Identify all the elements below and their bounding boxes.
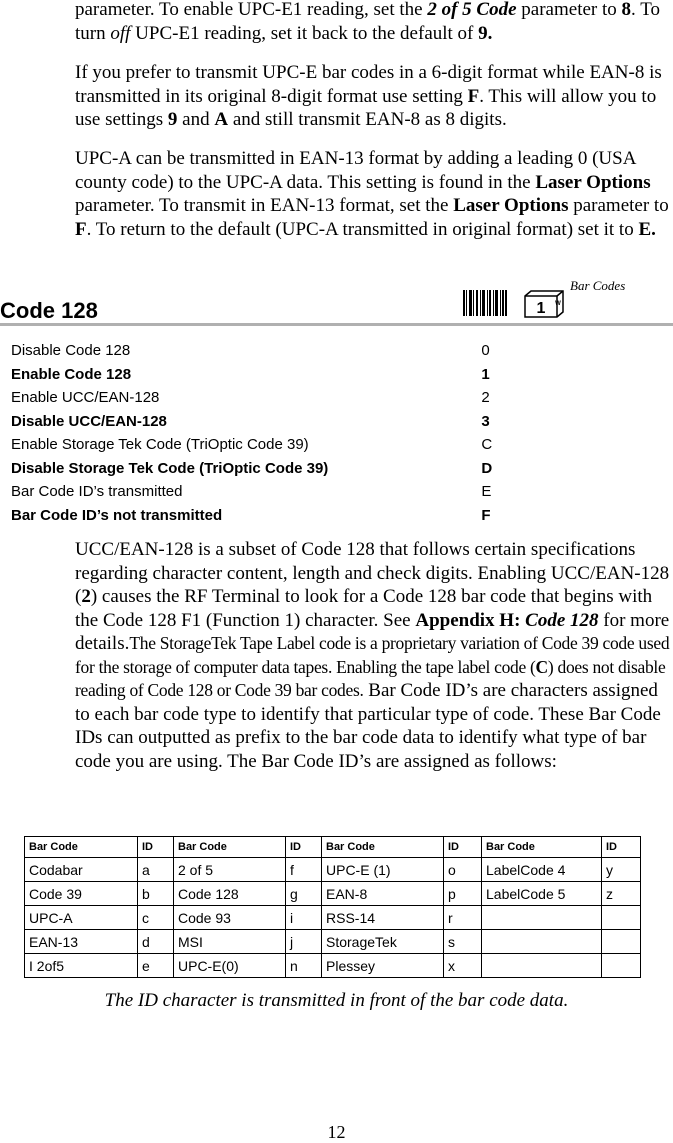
table-row: [25, 930, 641, 954]
table-cell: o: [444, 858, 482, 882]
text-run: The StorageTek Tape Label code is a proprietary variation of Code 39 code used for the storage of computer data tapes. Enabling the tape label code (: [75, 633, 670, 677]
text-run: parameter. To enable UPC-E1 reading, set the: [75, 0, 428, 20]
table-cell: e: [138, 954, 174, 978]
text-run: 9.: [478, 22, 493, 44]
table-cell: [602, 906, 641, 930]
text-run: A: [214, 109, 229, 130]
text-run: ) causes the RF Terminal to look for a Code 128 bar code that begins with the Code 128 F1 (Function 1) character. See: [75, 586, 653, 631]
setting-label: Disable UCC/EAN-128: [11, 412, 167, 430]
setting-row: [11, 363, 511, 387]
table-cell: Code 128: [174, 882, 286, 906]
table-header-cell: Bar Code: [322, 837, 444, 858]
table-cell: z: [602, 882, 641, 906]
text-run: 8: [621, 0, 632, 20]
table-cell: f: [286, 858, 322, 882]
table-cell: s: [444, 930, 482, 954]
settings-list: [11, 339, 511, 527]
setting-row: [11, 457, 511, 481]
setting-row: [11, 410, 511, 434]
body-paragraph: [75, 538, 673, 773]
text-run: Code 128: [525, 609, 599, 631]
text-run: Appendix H:: [415, 609, 526, 631]
table-cell: EAN-13: [25, 930, 138, 954]
setting-label: Disable Storage Tek Code (TriOptic Code 39): [11, 459, 329, 477]
table-cell: UPC-A: [25, 906, 138, 930]
text-run: 2: [81, 586, 91, 607]
text-run: F: [75, 218, 87, 240]
setting-value: 1: [481, 365, 490, 383]
text-run: UPC-E1 reading, set it back to the default of: [130, 22, 479, 44]
table-cell: j: [286, 930, 322, 954]
setting-label: Enable Code 128: [11, 365, 132, 383]
table-row: [25, 954, 641, 978]
text-run: parameter. To transmit in EAN-13 format, set the: [75, 195, 454, 216]
text-run: off: [110, 22, 131, 44]
intro-paragraph-upc-e-format: [75, 61, 673, 132]
table-cell: Code 39: [25, 882, 138, 906]
text-run: and still transmit EAN-8 as 8 digits.: [228, 109, 507, 130]
table-cell: b: [138, 882, 174, 906]
text-run: . To return to the default (UPC-A transmitted in original format) set it to: [86, 218, 639, 240]
setting-value: E: [481, 483, 492, 501]
table-cell: UPC-E (1): [322, 858, 444, 882]
text-run: F: [467, 85, 480, 107]
setting-value: 3: [481, 412, 490, 430]
setting-label: Enable UCC/EAN-128: [11, 389, 160, 407]
table-cell: [482, 954, 602, 978]
text-run: . To turn: [75, 0, 660, 44]
table-row: [25, 906, 641, 930]
setting-row: [11, 386, 511, 410]
text-run: Laser Options: [453, 195, 569, 216]
text-run: 2 of 5 Code: [427, 0, 517, 20]
table-header-cell: Bar Code: [25, 837, 138, 858]
text-run: Bar Code ID’s are characters assigned to each bar code type to identify that particular type of code. These Bar Code IDs can outputted as prefix to the bar code data to identify what type of bar code you are using. The Bar Code ID’s are assigned as follows:: [75, 680, 661, 772]
setting-row: [11, 504, 511, 528]
text-run: If you prefer to transmit UPC-E bar codes in a 6-digit format while EAN-8 is transmitted in its original 8-digit format use setting: [75, 62, 662, 107]
table-cell: [602, 954, 641, 978]
table-cell: EAN-8: [322, 882, 444, 906]
table-header-cell: Bar Code: [174, 837, 286, 858]
setting-value: 0: [481, 342, 490, 360]
text-run: parameter to: [516, 0, 622, 20]
page-number: 12: [327, 1122, 346, 1142]
table-cell: 2 of 5: [174, 858, 286, 882]
setting-label: Disable Code 128: [11, 342, 131, 360]
setting-value: F: [481, 506, 491, 524]
table-row: [25, 882, 641, 906]
setting-label: Bar Code ID’s transmitted: [11, 483, 183, 501]
table-cell: LabelCode 5: [482, 882, 602, 906]
setting-label: Enable Storage Tek Code (TriOptic Code 39): [11, 436, 309, 454]
section-divider: [0, 323, 673, 326]
barcode-icon: [463, 288, 507, 318]
text-run: . This will allow you to use settings: [75, 85, 657, 130]
table-cell: Code 93: [174, 906, 286, 930]
setting-row: [11, 339, 511, 363]
section-label: Bar Codes: [570, 278, 626, 293]
table-cell: Plessey: [322, 954, 444, 978]
setting-value: D: [481, 459, 493, 477]
section-title: Code 128: [0, 298, 98, 323]
table-cell: i: [286, 906, 322, 930]
table-cell: RSS-14: [322, 906, 444, 930]
table-header-cell: ID: [444, 837, 482, 858]
table-row: [25, 858, 641, 882]
table-header-row: [25, 837, 641, 858]
table-cell: y: [602, 858, 641, 882]
table-cell: StorageTek: [322, 930, 444, 954]
text-run: ) does not disable reading of Code 128 or Code 39 bar codes.: [75, 656, 666, 700]
table-header-cell: ID: [602, 837, 641, 858]
table-cell: [482, 930, 602, 954]
table-caption: The ID character is transmitted in front of the bar code data.: [104, 990, 569, 1011]
table-cell: Codabar: [25, 858, 138, 882]
text-run: 9: [167, 109, 178, 130]
text-run: and: [177, 109, 215, 130]
setting-label: Bar Code ID’s not transmitted: [11, 506, 223, 524]
table-cell: MSI: [174, 930, 286, 954]
table-cell: g: [286, 882, 322, 906]
keypad-box-digit: 1: [536, 300, 546, 317]
table-cell: p: [444, 882, 482, 906]
table-cell: UPC-E(0): [174, 954, 286, 978]
table-cell: c: [138, 906, 174, 930]
table-header-cell: ID: [138, 837, 174, 858]
bar-code-id-table: [24, 836, 641, 978]
keypad-box-mark: W: [555, 301, 561, 307]
table-cell: [602, 930, 641, 954]
table-cell: d: [138, 930, 174, 954]
text-run: UPC-A can be transmitted in EAN-13 format by adding a leading 0 (USA county code) to the UPC-A data. This setting is found in the: [75, 148, 636, 193]
setting-value: 2: [481, 389, 490, 407]
text-run: UCC/EAN-128 is a subset of Code 128 that follows certain specifications regarding character content, length and check digits. Enabling UCC/EAN-128 (: [75, 539, 670, 607]
table-header-cell: ID: [286, 837, 322, 858]
text-run: Laser Options: [535, 171, 651, 193]
text-run: for more details.: [75, 609, 670, 654]
table-header-cell: Bar Code: [482, 837, 602, 858]
keypad-box-icon: [524, 290, 564, 318]
text-run: parameter to: [568, 195, 669, 216]
table-cell: LabelCode 4: [482, 858, 602, 882]
table-cell: x: [444, 954, 482, 978]
table-cell: r: [444, 906, 482, 930]
intro-paragraph-upc-e1: [75, 0, 673, 45]
table-cell: [482, 906, 602, 930]
setting-row: [11, 433, 511, 457]
setting-row: [11, 480, 511, 504]
text-run: E.: [638, 218, 656, 240]
setting-value: C: [481, 436, 493, 454]
text-run: C: [535, 656, 548, 677]
table-cell: n: [286, 954, 322, 978]
intro-paragraph-upc-a: [75, 147, 673, 241]
table-cell: a: [138, 858, 174, 882]
table-cell: I 2of5: [25, 954, 138, 978]
